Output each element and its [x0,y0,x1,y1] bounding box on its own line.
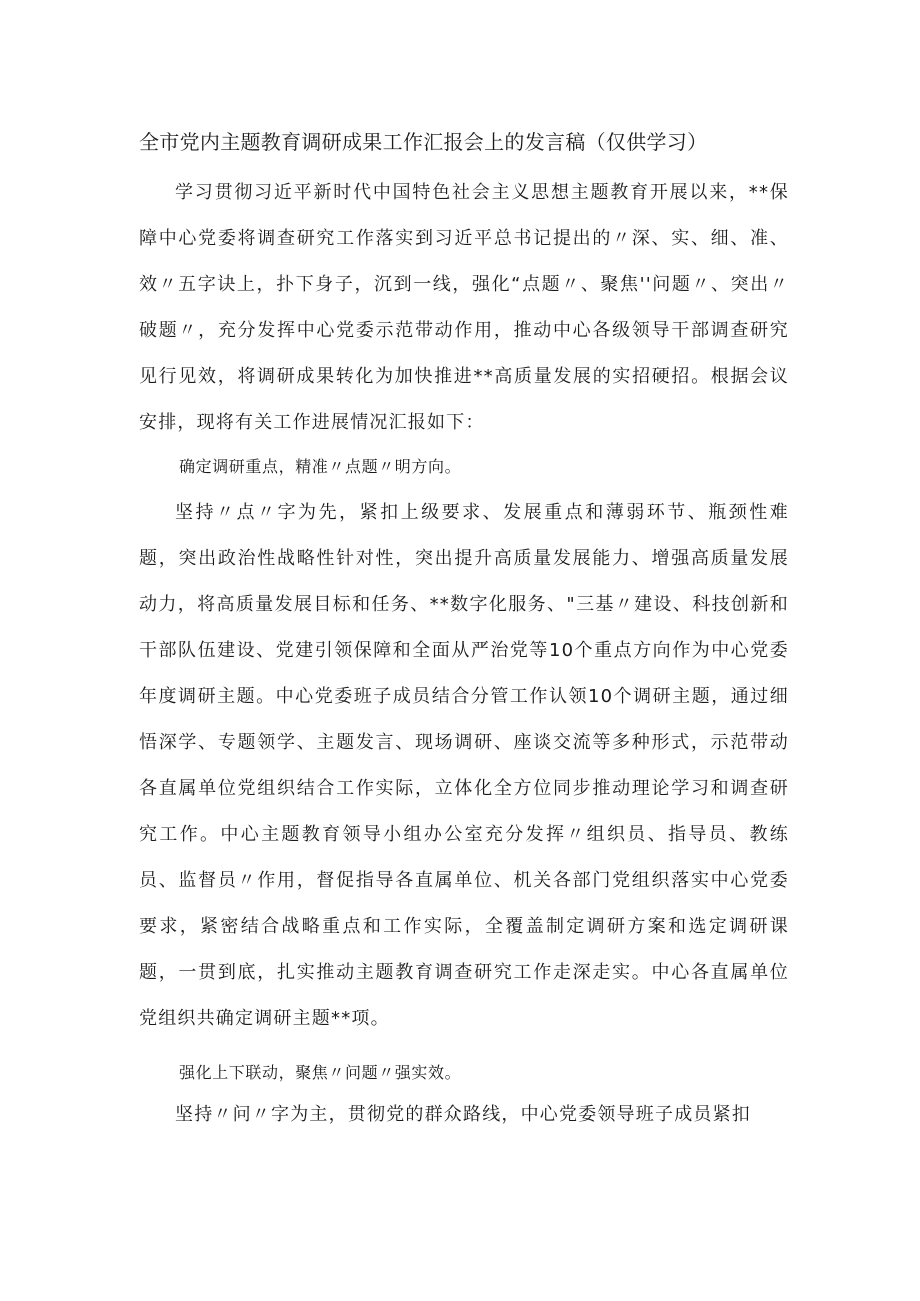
paragraph-intro: 学习贯彻习近平新时代中国特色社会主义思想主题教育开展以来，**保障中心党委将调查研究工作落实到习近平总书记提出的〃深、实、细、准、效〃五字诀上，扑下身子，沉到一线，强化“点题〃、聚焦''问题〃、突出〃破题〃，充分发挥中心党委示范带动作用，推动中心各级领导干部调查研究见行见效，将调研成果转化为加快推进**高质量发展的实招硬招。根据会议安排，现将有关工作进展情况汇报如下： [139,182,789,433]
document-title: 全市党内主题教育调研成果工作汇报会上的发言稿（仅供学习） [139,130,708,154]
document-body [139,170,789,1138]
section-heading-1: 确定调研重点，精准〃点题〃明方向。 [179,457,462,476]
paragraph-section-1: 坚持〃点〃字为先，紧扣上级要求、发展重点和薄弱环节、瓶颈性难题，突出政治性战略性针对性，突出提升高质量发展能力、增强高质量发展动力，将高质量发展目标和任务、**数字化服务、"三基〃建设、科技创新和干部队伍建设、党建引领保障和全面从严治党等10个重点方向作为中心党委年度调研主题。中心党委班子成员结合分管工作认领10个调研主题，通过细悟深学、专题领学、主题发言、现场调研、座谈交流等多种形式，示范带动各直属单位党组织结合工作实际，立体化全方位同步推动理论学习和调查研究工作。中心主题教育领导小组办公室充分发挥〃组织员、指导员、教练员、监督员〃作用，督促指导各直属单位、机关各部门党组织落实中心党委要求，紧密结合战略重点和工作实际，全覆盖制定调研方案和选定调研课题，一贯到底，扎实推动主题教育调查研究工作走深走实。中心各直属单位党组织共确定调研主题**项。 [139,502,789,1029]
paragraph-section-2: 坚持〃问〃字为主，贯彻党的群众路线，中心党委领导班子成员紧扣 [175,1104,751,1125]
section-heading-2: 强化上下联动，聚焦〃问题〃强实效。 [179,1063,462,1082]
